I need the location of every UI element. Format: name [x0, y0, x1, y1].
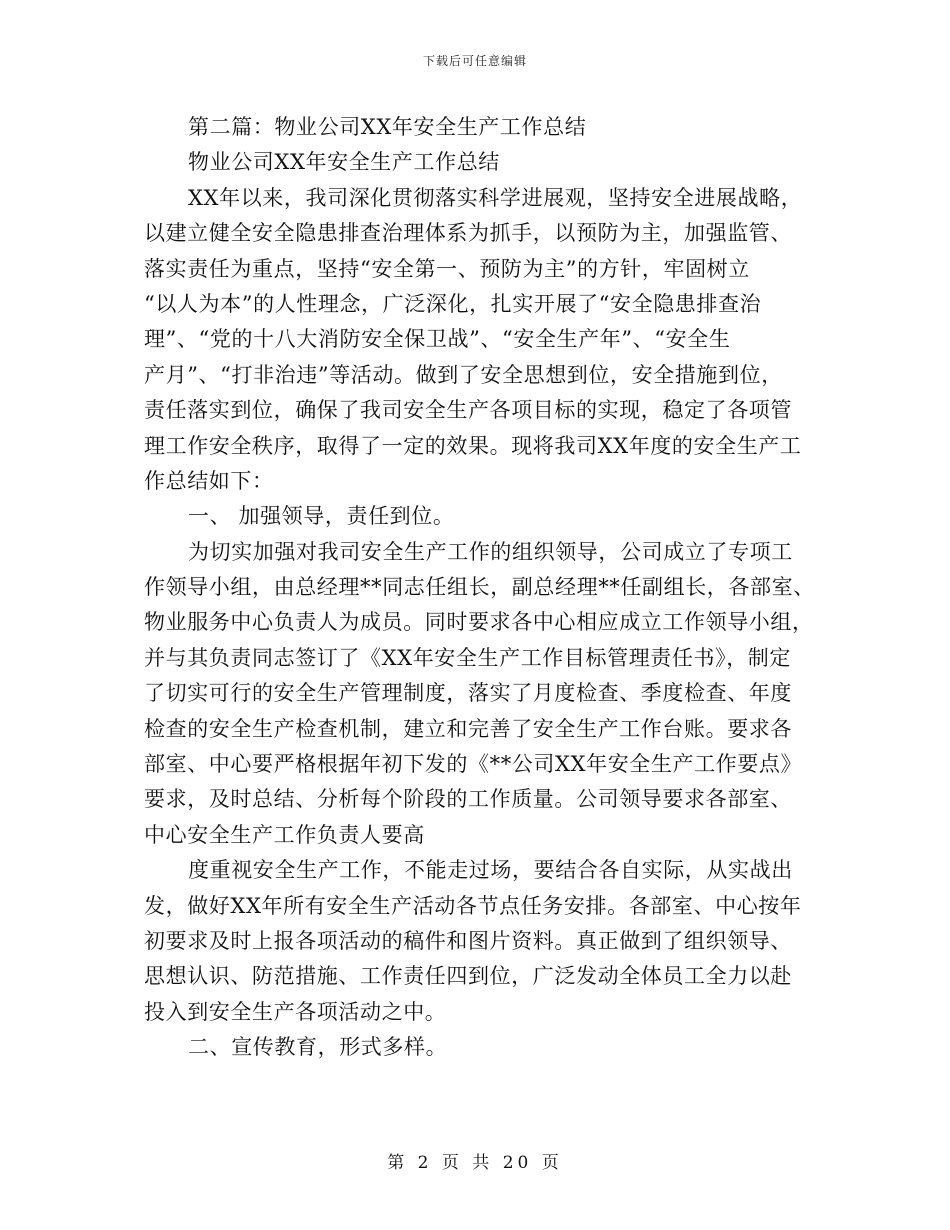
- page-footer: 第 2 页 共 20 页: [387, 1153, 563, 1173]
- paragraph-line: 检查的安全生产检查机制，建立和完善了安全生产工作台账。要求各: [144, 716, 792, 741]
- paragraph-line: 中心安全生产工作负责人要高: [144, 822, 425, 847]
- paragraph-line: 投入到安全生产各项活动之中。: [144, 999, 447, 1024]
- document-body: [144, 110, 815, 1066]
- paragraph-line: 初要求及时上报各项活动的稿件和图片资料。真正做到了组织领导、: [144, 928, 792, 953]
- paragraph-line: 作总结如下：: [144, 468, 274, 493]
- section-heading: 二、宣传教育，形式多样。: [188, 1035, 448, 1060]
- document-title: 物业公司XX年安全生产工作总结: [188, 150, 500, 175]
- paragraph-line: 了切实可行的安全生产管理制度，落实了月度检查、季度检查、年度: [144, 681, 792, 706]
- paragraph-line: 思想认识、防范措施、工作责任四到位，广泛发动全体员工全力以赴: [144, 964, 792, 989]
- page-header: 下载后可任意编辑: [422, 54, 527, 68]
- section-title: 第二篇：物业公司XX年安全生产工作总结: [188, 115, 587, 139]
- paragraph-line: 以建立健全安全隐患排查治理体系为抓手，以预防为主，加强监管、: [144, 221, 792, 246]
- paragraph-line: 要求，及时总结、分析每个阶段的工作质量。公司领导要求各部室、: [144, 787, 792, 812]
- paragraph-line: XX年以来，我司深化贯彻落实科学进展观，坚持安全进展战略，: [188, 185, 803, 210]
- paragraph-line: 并与其负责同志签订了《XX年安全生产工作目标管理责任书》，制定: [144, 645, 791, 670]
- paragraph-line: “以人为本”的人性理念，广泛深化，扎实开展了“安全隐患排查治: [144, 291, 762, 316]
- paragraph-line: 作领导小组，由总经理**同志任组长，副总经理**任副组长，各部室、: [144, 575, 815, 600]
- paragraph-line: 产月”、“打非治违”等活动。做到了安全思想到位，安全措施到位，: [144, 362, 783, 387]
- paragraph-line: 度重视安全生产工作，不能走过场，要结合各自实际，从实战出: [188, 858, 793, 883]
- paragraph-line: 发，做好XX年所有安全生产活动各节点任务安排。各部室、中心按年: [144, 893, 802, 918]
- paragraph-line: 责任落实到位，确保了我司安全生产各项目标的实现，稳定了各项管: [144, 398, 792, 423]
- paragraph-line: 理工作安全秩序，取得了一定的效果。现将我司XX年度的安全生产工: [144, 433, 802, 458]
- paragraph-line: 落实责任为重点，坚持“安全第一、预防为主”的方针，牢固树立: [144, 256, 750, 281]
- paragraph-line: 部室、中心要严格根据年初下发的《**公司XX年安全生产工作要点》: [144, 752, 803, 777]
- paragraph-line: 物业服务中心负责人为成员。同时要求各中心相应成立工作领导小组，: [144, 610, 814, 635]
- paragraph-line: 为切实加强对我司安全生产工作的组织领导，公司成立了专项工: [188, 539, 793, 564]
- paragraph-line: 理”、“党的十八大消防安全保卫战”、“安全生产年”、“安全生: [144, 327, 731, 352]
- section-heading: 一、 加强领导，责任到位。: [188, 504, 455, 529]
